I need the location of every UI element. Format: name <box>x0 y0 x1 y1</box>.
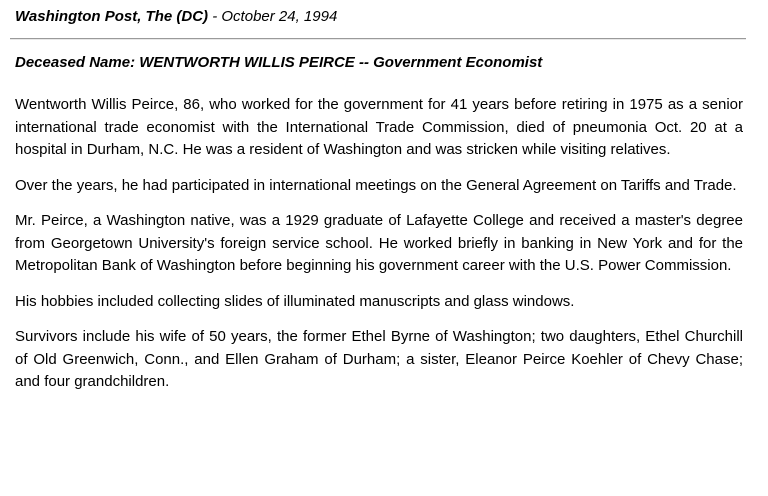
article-paragraph: Over the years, he had participated in international meetings on the General Agreement on Tariffs and Trade. <box>15 176 737 194</box>
article-title: Deceased Name: WENTWORTH WILLIS PEIRCE -- Government Economist <box>15 54 543 71</box>
header-divider <box>10 38 746 40</box>
header-separator: - <box>208 8 222 25</box>
publication-date: October 24, 1994 <box>221 8 338 25</box>
source-header <box>15 7 337 27</box>
article-paragraph: Wentworth Willis Peirce, 86, who worked for the government for 41 years before retiring in 1975 as a senior international trade economist with the International Trade Commission, died of pneumonia Oct. 20 at a hospital in Durham, N.C. He was a resident of Washington and was stricken while visiting relatives. <box>15 96 743 158</box>
article-paragraph: Survivors include his wife of 50 years, the former Ethel Byrne of Washington; two daughters, Ethel Churchill of Old Greenwich, Conn., and Ellen Graham of Durham; a sister, Eleanor Peirce Koehler of Chevy Chase; and four grandchildren. <box>15 328 743 390</box>
publication-name: Washington Post, The (DC) <box>15 8 209 25</box>
article-paragraph: His hobbies included collecting slides of illuminated manuscripts and glass windows. <box>15 292 575 310</box>
article-body <box>15 94 743 407</box>
article-paragraph: Mr. Peirce, a Washington native, was a 1929 graduate of Lafayette College and received a master's degree from Georgetown University's foreign service school. He worked briefly in banking in New York and for the Metropolitan Bank of Washington before beginning his government career with the U.S. Power Commission. <box>15 212 743 274</box>
